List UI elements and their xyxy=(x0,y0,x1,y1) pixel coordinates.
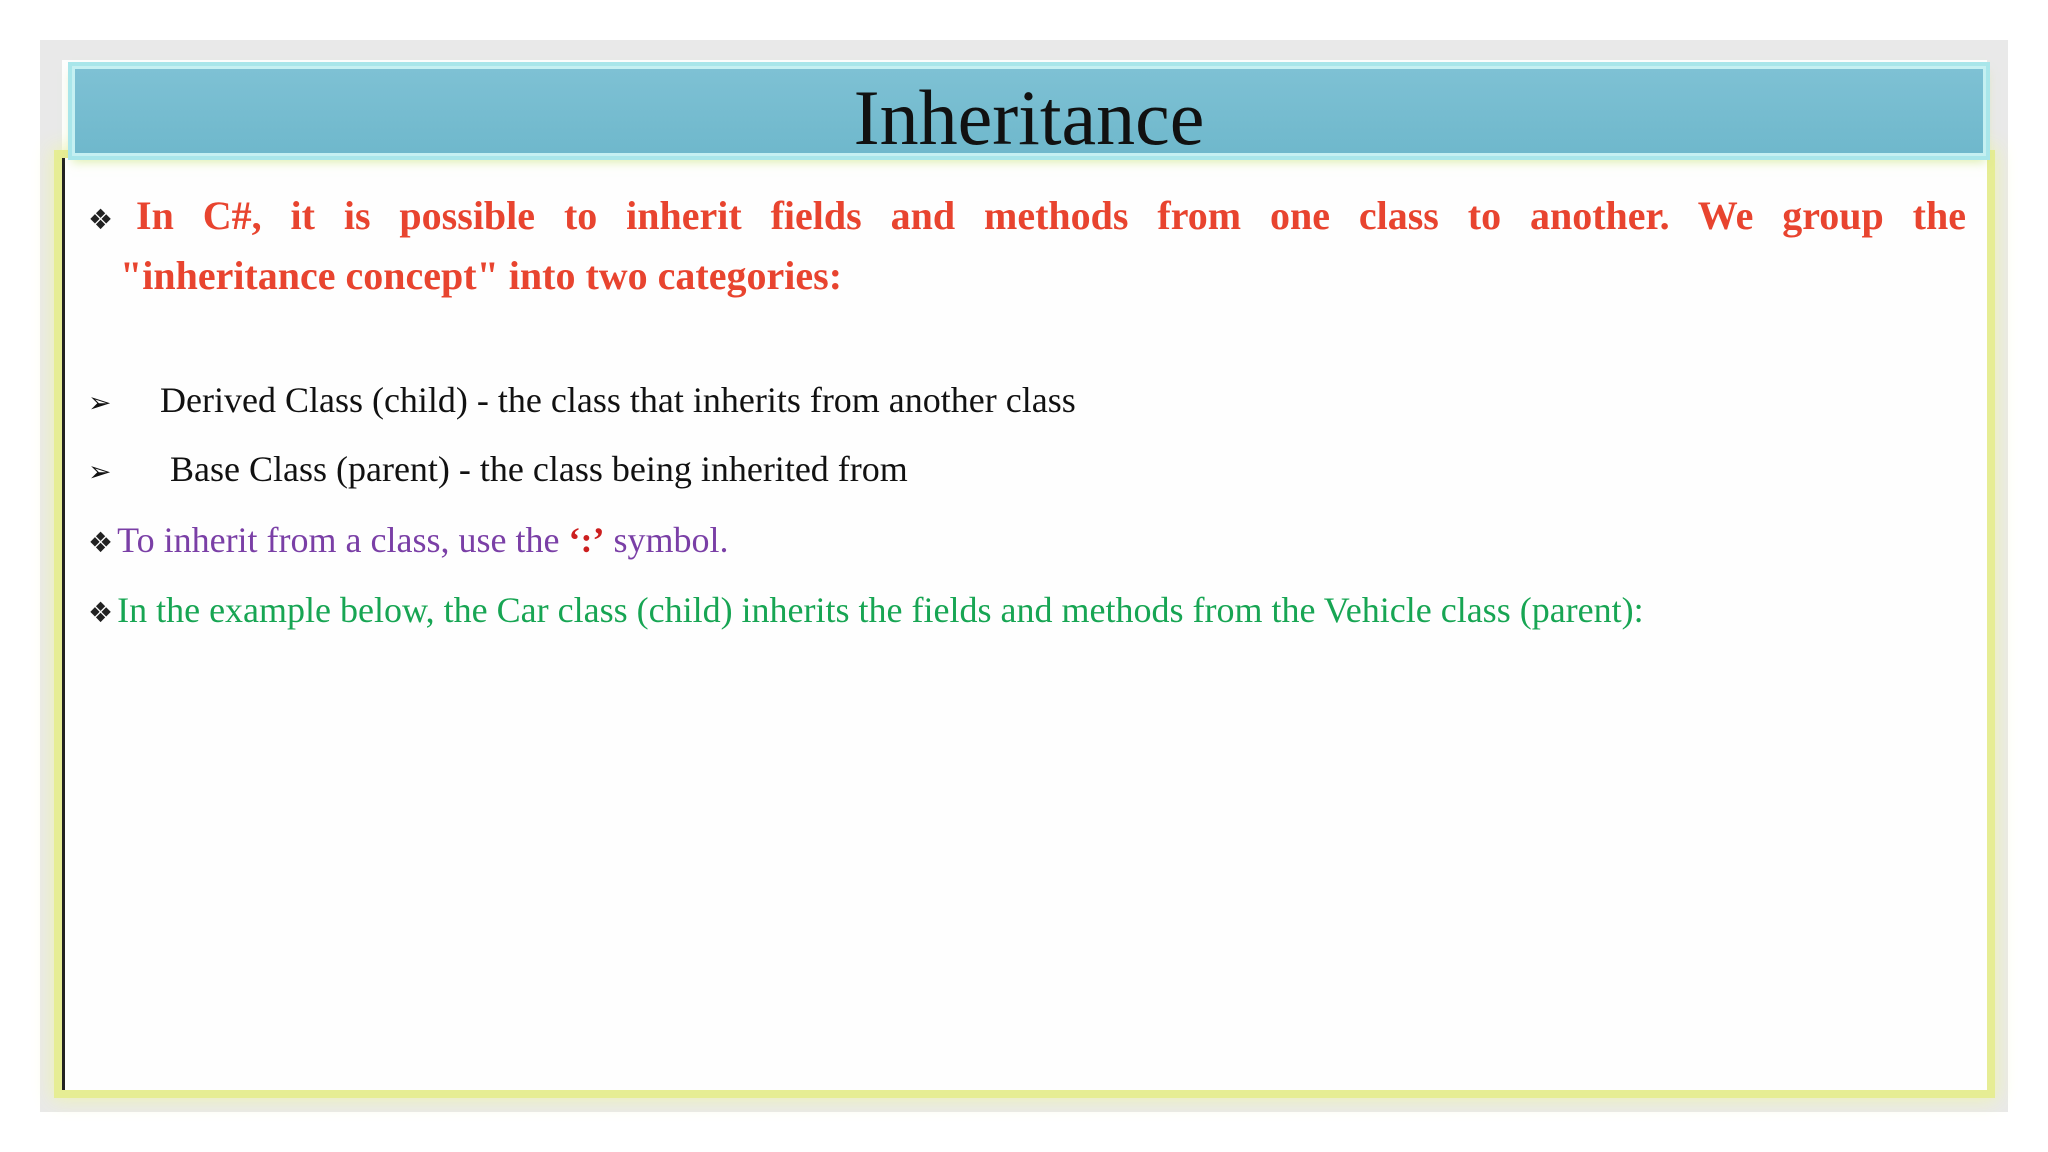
colon-symbol: ‘:’ xyxy=(568,520,605,560)
title-bar xyxy=(72,66,1986,161)
slide xyxy=(62,60,1987,1090)
category-item-text: Base Class (parent) - the class being inherited from xyxy=(170,449,908,489)
intro-paragraph xyxy=(88,188,1966,304)
arrow-bullet-icon: ➢ xyxy=(88,386,112,419)
example-note xyxy=(88,588,1644,635)
intro-line-1-text: In C#, it is possible to inherit fields and methods from one class to another. We group the xyxy=(136,193,1967,238)
example-note-text: In the example below, the Car class (child) inherits the fields and methods from the Vehicle class (parent): xyxy=(117,590,1644,630)
category-item-derived xyxy=(88,378,1076,425)
category-item-text: Derived Class (child) - the class that inherits from another class xyxy=(160,380,1076,420)
symbol-note-after: symbol. xyxy=(604,520,729,560)
symbol-note xyxy=(88,518,728,565)
diamond-bullet-icon: ❖ xyxy=(88,203,133,236)
category-item-base xyxy=(88,447,908,494)
symbol-note-before: To inherit from a class, use the xyxy=(117,520,569,560)
diamond-bullet-icon: ❖ xyxy=(88,526,114,559)
diamond-bullet-icon: ❖ xyxy=(88,596,114,629)
slide-title: Inheritance xyxy=(853,74,1205,161)
arrow-bullet-icon: ➢ xyxy=(88,455,112,488)
intro-line-2: "inheritance concept" into two categories: xyxy=(120,253,843,298)
intro-line-1 xyxy=(88,188,1966,248)
